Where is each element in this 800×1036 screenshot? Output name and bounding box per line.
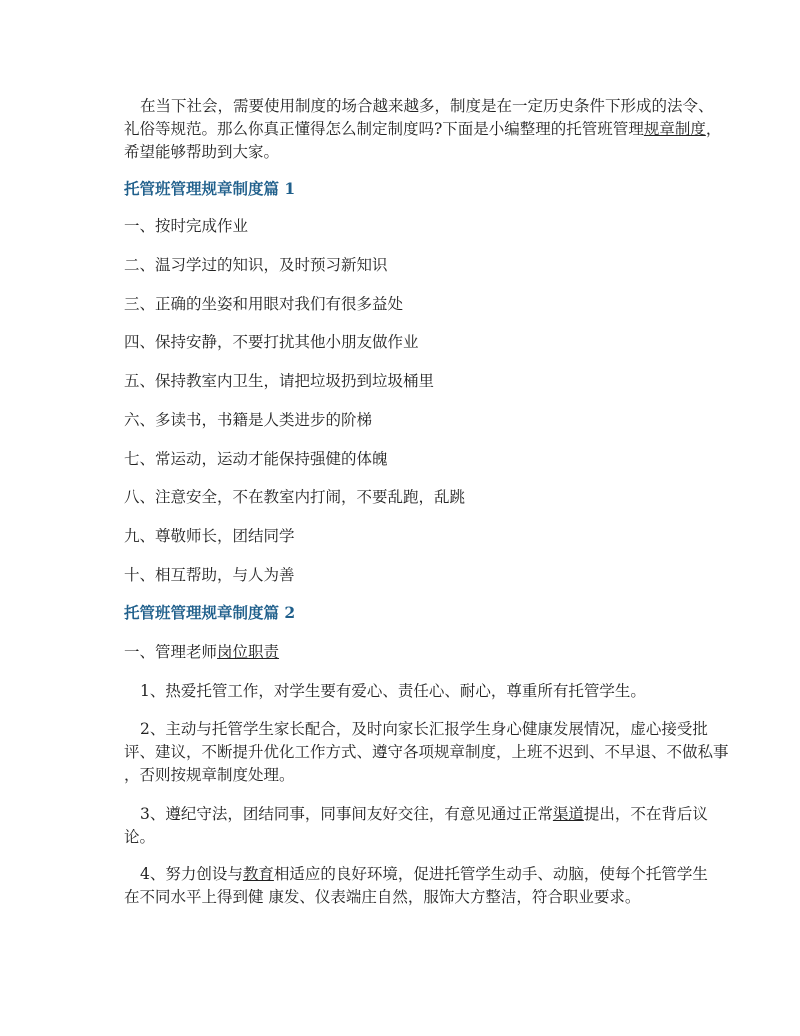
paragraph-3-line-1: 3、遵纪守法，团结同事，同事间友好交往，有意见通过正常渠道提出，不在背后议 <box>140 805 708 823</box>
paragraph-1: 1、热爱托管工作，对学生要有爱心、责任心、耐心，尊重所有托管学生。 <box>140 682 646 700</box>
link-job-duties[interactable]: 岗位职责 <box>217 643 280 661</box>
paragraph-4-line-2: 在不同水平上得到健 康发、仪表端庄自然，服饰大方整洁，符合职业要求。 <box>124 888 641 906</box>
link-channel[interactable]: 渠道 <box>552 805 584 823</box>
list-item: 八、注意安全，不在教室内打闹，不要乱跑，乱跳 <box>124 488 466 506</box>
paragraph-2-line-3: ，否则按规章制度处理。 <box>124 766 295 784</box>
list-item: 四、保持安静，不要打扰其他小朋友做作业 <box>124 333 419 351</box>
list-item: 六、多读书，书籍是人类进步的阶梯 <box>124 411 373 429</box>
list-item: 五、保持教室内卫生，请把垃圾扔到垃圾桶里 <box>124 372 435 390</box>
paragraph-4-line-1: 4、努力创设与教育相适应的良好环境，促进托管学生动手、动脑，使每个托管学生 <box>140 865 708 883</box>
list-item: 一、按时完成作业 <box>124 217 249 235</box>
list-item: 九、尊敬师长，团结同学 <box>124 527 295 545</box>
link-education[interactable]: 教育 <box>242 865 274 883</box>
intro-line-2: 礼俗等规范。那么你真正懂得怎么制定制度吗?下面是小编整理的托管班管理规章制度， <box>124 120 722 138</box>
section-1-heading: 托管班管理规章制度篇 1 <box>124 179 296 198</box>
list-item: 二、温习学过的知识，及时预习新知识 <box>124 256 388 274</box>
intro-line-1: 在当下社会，需要使用制度的场合越来越多，制度是在一定历史条件下形成的法令、 <box>140 97 714 115</box>
paragraph-2-line-2: 评、建议，不断提升优化工作方式、遵守各项规章制度，上班不迟到、不早退、不做私事 <box>124 743 729 761</box>
intro-line-3: 希望能够帮助到大家。 <box>124 143 280 161</box>
link-rules[interactable]: 规章制度 <box>643 120 706 138</box>
list-item: 十、相互帮助，与人为善 <box>124 566 295 584</box>
list-item: 七、常运动，运动才能保持强健的体魄 <box>124 450 388 468</box>
section-2-heading: 托管班管理规章制度篇 2 <box>124 603 296 622</box>
paragraph-2-line-1: 2、主动与托管学生家长配合，及时向家长汇报学生身心健康发展情况，虚心接受批 <box>140 720 708 738</box>
section-2-subheading: 一、管理老师岗位职责 <box>124 643 280 661</box>
list-item: 三、正确的坐姿和用眼对我们有很多益处 <box>124 295 404 313</box>
paragraph-3-line-2: 论。 <box>124 828 156 846</box>
